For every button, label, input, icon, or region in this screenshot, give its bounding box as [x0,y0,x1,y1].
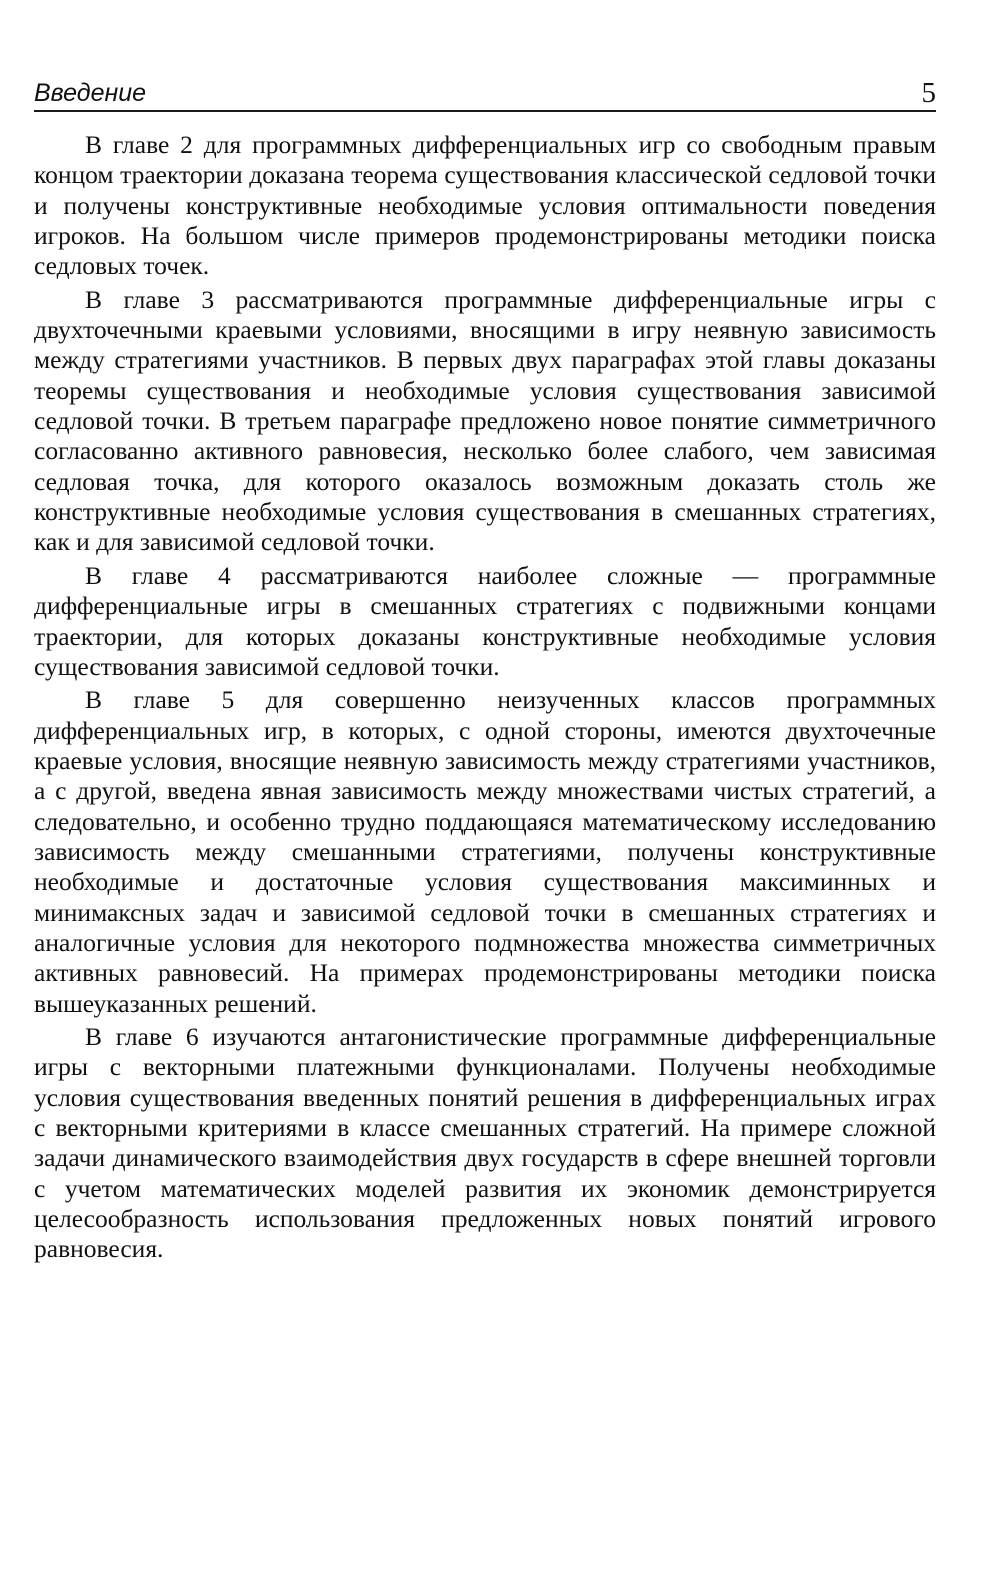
paragraph-chapter-6: В главе 6 изучаются антагонистические программные дифференциальные игры с векторными платежными функционалами. Получены необходимые условия существования введенных понятий решения в дифференциальных играх с векторными критериями в классе смешанных стратегий. На примере сложной задачи динамического взаимодействия двух государств в сфере внешней торговли с учетом математических моделей развития их экономик демонстрируется целесообразность использования предложенных новых понятий игрового равновесия. [34,1021,936,1264]
paragraph-chapter-4: В главе 4 рассматриваются наиболее сложные — программные дифференциальные игры в смешанных стратегиях с подвижными концами траектории, для которых доказаны конструктивные необходимые условия существования зависимой седловой точки. [34,560,936,681]
page-number: 5 [921,77,936,109]
body-text [34,130,936,1265]
paragraph-chapter-5: В главе 5 для совершенно неизученных классов программных дифференциальных игр, в которых, с одной стороны, имеются двухточечные краевые условия, вносящие неявную зависимость между стратегиями участников, а с другой, введена явная зависимость между множествами чистых стратегий, а следовательно, и особенно трудно поддающаяся математическому исследованию зависимость между смешанными стратегиями, получены конструктивные необходимые и достаточные условия существования максиминных и минимаксных задач и зависимой седловой точки в смешанных стратегиях и аналогичные условия для некоторого подмножества множества симметричных активных равновесий. На примерах продемонстрированы методики поиска вышеуказанных решений. [34,685,936,1018]
section-title: Введение [34,79,147,107]
book-page [34,72,936,1268]
paragraph-chapter-2: В главе 2 для программных дифференциальных игр со свободным правым концом траектории доказана теорема существования классической седловой точки и получены конструктивные необходимые условия оптимальности поведения игроков. На большом числе примеров продемонстрированы методики поиска седловых точек. [34,130,936,281]
paragraph-chapter-3: В главе 3 рассматриваются программные дифференциальные игры с двухточечными краевыми условиями, вносящими в игру неявную зависимость между стратегиями участников. В первых двух параграфах этой главы доказаны теоремы существования и необходимые условия существования зависимой седловой точки. В третьем параграфе предложено новое понятие симметричного согласованно активного равновесия, несколько более слабого, чем зависимая седловая точка, для которого оказалось возможным доказать столь же конструктивные необходимые условия существования в смешанных стратегиях, как и для зависимой седловой точки. [34,284,936,557]
running-head [34,72,936,112]
